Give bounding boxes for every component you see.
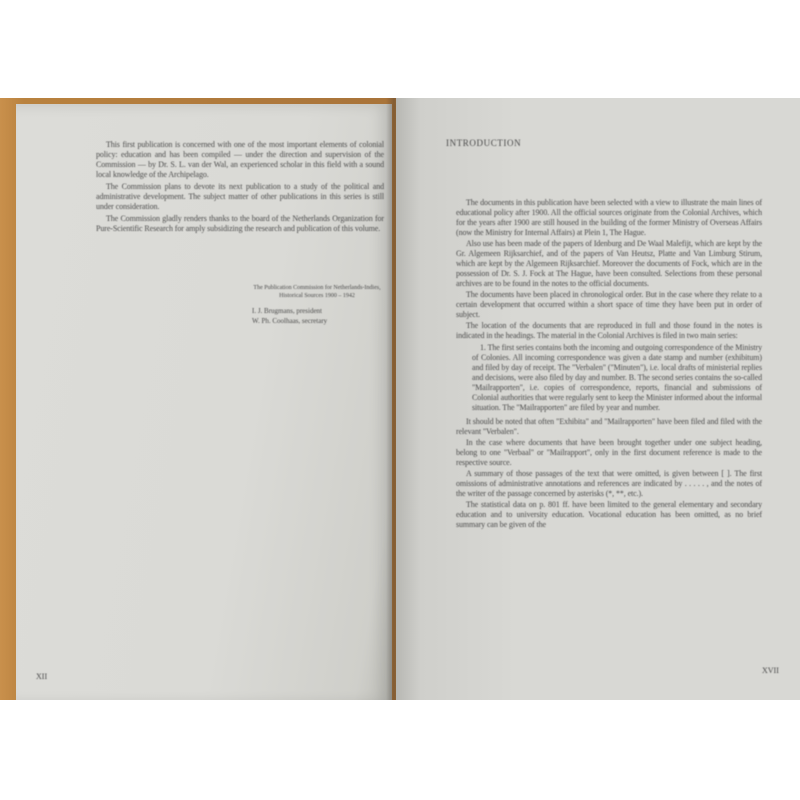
right-paragraph-2: Also use has been made of the papers of Idenburg and De Waal Malefijt, which are kept by the Gr. Algemeen Rijksarchief, and of the papers of Van Heutsz, Platte and Van Limburg Stirum, which are kept by the Algemeen Rijksarchief. Moreover the documents of Fock, which are in the possession of Dr. S. J. Fock at The Hague, have been consulted. Selections from these personal archives are to be found in the notes to the official documents.: [456, 239, 762, 288]
left-paragraph-2: The Commission plans to devote its next publication to a study of the political and administrative development. The subject matter of other publications in this series is still under consideration.: [96, 182, 384, 211]
right-page-body: [456, 198, 762, 531]
left-paragraph-1: This first publication is concerned with one of the most important elements of colonial policy: education and has been compiled — under the direction and supervision of the Commission — by Dr. S. L. van der Wal, an experienced scholar in this field with a sound local knowledge of the Archipelago.: [96, 140, 384, 179]
signature-name-president: I. J. Brugmans, president: [252, 307, 322, 315]
right-after-paragraph-4: The statistical data on p. 801 ff. have been limited to the general elementary and secondary education and to university education. Vocational education has been omitted, as no brief summary can be given of the: [456, 500, 762, 529]
right-paragraph-3: The documents have been placed in chronological order. But in the case where they relate to a certain development that occurred within a short space of time they have been put in order of subject.: [456, 290, 762, 319]
introduction-heading: INTRODUCTION: [446, 138, 522, 148]
right-after-paragraph-1: It should be noted that often "Exhibita" and "Mailrapporten" have been filed and filed with the relevant "Verbalen".: [456, 417, 762, 436]
right-after-paragraph-2: In the case where documents that have been brought together under one subject heading, belong to one "Verbaal" or "Mailrapport", only in the first document reference is made to the respective source.: [456, 438, 762, 467]
signature-names: [242, 306, 392, 326]
left-page: [16, 104, 392, 700]
white-background-bottom: [0, 700, 800, 800]
right-page-number: XVII: [762, 666, 779, 675]
left-paragraph-3: The Commission gladly renders thanks to the board of the Netherlands Organization for Pure-Scientific Research for amply subsidizing the research and publication of this volume.: [96, 214, 384, 233]
right-page: [396, 98, 800, 700]
signature-committee: The Publication Commission for Netherlands-Indies, Historical Sources 1900 – 1942: [253, 285, 381, 299]
right-paragraph-1: The documents in this publication have been selected with a view to illustrate the main lines of educational policy after 1900. All the official sources originate from the Colonial Archives, which for the years after 1900 are still housed in the building of the former Ministry of Overseas Affairs (now the Ministry for Internal Affairs) at Plein 1, The Hague.: [456, 198, 762, 237]
left-page-body: [96, 140, 384, 236]
right-indented-paragraph: 1. The first series contains both the incoming and outgoing correspondence of the Ministry of Colonies. All incoming correspondence was given a date stamp and number (exhibitum) and filed by day of receipt. The "Verbalen" ("Minuten"), i.e. local drafts of ministerial replies and decisions, were also filed by day and number. B. The second series contains the so-called "Mailrapporten", i.e. copies of correspondence, reports, financial and submissions of Colonial authorities that were regularly sent to keep the Minister informed about the informal situation. The "Mailrapporten" are filed by year and number.: [472, 343, 762, 412]
left-page-number: XII: [36, 672, 48, 681]
right-after-paragraph-3: A summary of those passages of the text that were omitted, is given between [ ]. The first omissions of administrative annotations and references are indicated by . . . . . , and the notes of the writer of the passage concerned by asterisks (*, **, etc.).: [456, 469, 762, 498]
signature-block: [242, 284, 392, 326]
signature-name-secretary: W. Ph. Coolhaas, secretary: [252, 317, 328, 325]
open-book-spread: [0, 98, 800, 700]
right-paragraph-4: The location of the documents that are reproduced in full and those found in the notes is indicated in the headings. The material in the Colonial Archives is filed in two main series:: [456, 321, 762, 340]
